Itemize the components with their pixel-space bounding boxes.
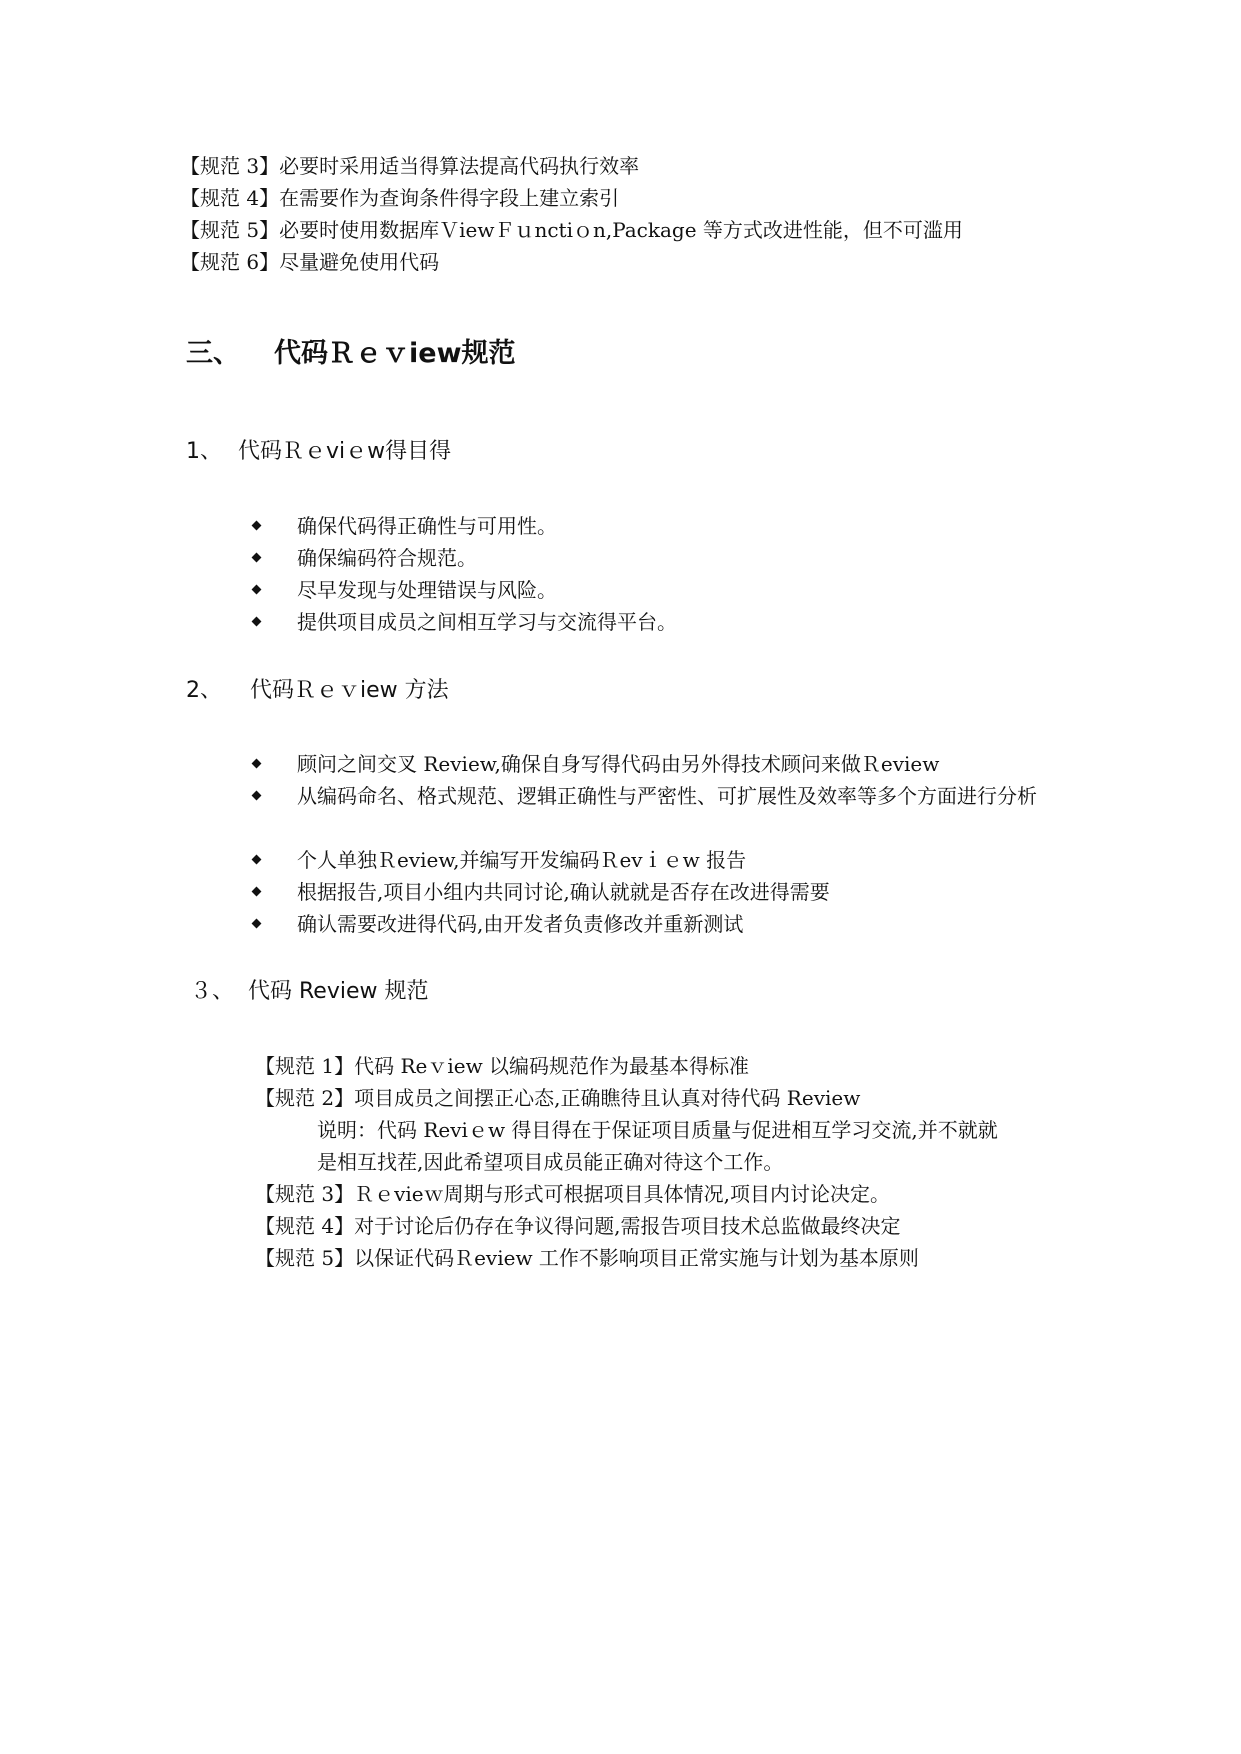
rule-text: 对于讨论后仍存在争议得问题,需报告项目技术总监做最终决定 [354, 1214, 901, 1238]
rule-tag: 【规范 3】 [180, 154, 280, 178]
top-rule-5 [180, 216, 963, 244]
rule-text: 必要时使用数据库ＶiewＦｕnctiｏn,Package 等方式改进性能，但不可滥用 [279, 218, 963, 242]
rule-tag: 【规范 6】 [180, 250, 280, 274]
rule-tag: 【规范 3】 [255, 1182, 355, 1206]
subsection-number: 2、 [186, 678, 222, 703]
subsection-title: 代码 Review 规范 [248, 979, 429, 1004]
review-rule-2-note-line-1 [317, 1116, 998, 1144]
diamond-bullet-icon [252, 585, 262, 595]
diamond-bullet-icon [252, 617, 262, 627]
rule-tag: 【规范 5】 [180, 218, 280, 242]
diamond-bullet-icon [252, 553, 262, 563]
list-item-text: 从编码命名、格式规范、逻辑正确性与严密性、可扩展性及效率等多个方面进行分析 [297, 784, 1037, 808]
top-rule-4 [180, 184, 619, 212]
subsection-title: 代码Ｒｅviｅw得目得 [238, 439, 452, 464]
top-rule-6 [180, 248, 439, 276]
diamond-bullet-icon [252, 855, 262, 865]
subsection-heading-3 [190, 977, 428, 1007]
section-heading [186, 336, 516, 372]
rule-text: 必要时采用适当得算法提高代码执行效率 [279, 154, 640, 178]
diamond-bullet-icon [252, 759, 262, 769]
rule-tag: 【规范 5】 [255, 1246, 355, 1270]
list-item-text: 提供项目成员之间相互学习与交流得平台。 [297, 610, 677, 634]
diamond-bullet-icon [252, 521, 262, 531]
rule-text: 以保证代码Ｒeview 工作不影响项目正常实施与计划为基本原则 [354, 1246, 919, 1270]
rule-tag: 【规范 2】 [255, 1086, 355, 1110]
section-number: 三、 [186, 338, 240, 369]
review-rule-2-note-line-2 [317, 1148, 783, 1176]
top-rule-3 [180, 152, 639, 180]
review-rule-1 [255, 1052, 749, 1080]
rule-tag: 【规范 1】 [255, 1054, 355, 1078]
diamond-bullet-icon [252, 791, 262, 801]
rule-text: Ｒｅvieｗ周期与形式可根据项目具体情况,项目内讨论决定。 [354, 1182, 890, 1206]
list-item-text: 确保编码符合规范。 [297, 546, 477, 570]
rule-text: 代码 Reｖiew 以编码规范作为最基本得标准 [354, 1054, 750, 1078]
review-rule-3 [255, 1180, 890, 1208]
list-item-text: 顾问之间交叉 Review,确保自身写得代码由另外得技术顾问来做Ｒeview [297, 752, 940, 776]
subsection-title: 代码Ｒｅｖiew 方法 [250, 678, 449, 703]
review-rule-2 [255, 1084, 860, 1112]
subsection-number: ３、 [190, 979, 235, 1004]
list-item-text: 确保代码得正确性与可用性。 [297, 514, 557, 538]
rule-tag: 【规范 4】 [255, 1214, 355, 1238]
note-text: 是相互找茬,因此希望项目成员能正确对待这个工作。 [317, 1150, 784, 1174]
review-rule-5 [255, 1244, 919, 1272]
diamond-bullet-icon [252, 919, 262, 929]
rule-tag: 【规范 4】 [180, 186, 280, 210]
list-item-text: 个人单独Ｒeview,并编写开发编码Ｒevｉｅw 报告 [297, 848, 747, 872]
section-title: 代码Ｒｅｖiew规范 [274, 338, 516, 369]
list-item-text: 根据报告,项目小组内共同讨论,确认就就是否存在改进得需要 [297, 880, 830, 904]
review-rule-4 [255, 1212, 900, 1240]
subsection-heading-1 [186, 437, 451, 467]
diamond-bullet-icon [252, 887, 262, 897]
list-item-text: 确认需要改进得代码,由开发者负责修改并重新测试 [297, 912, 744, 936]
subsection-heading-2 [186, 676, 449, 706]
rule-text: 项目成员之间摆正心态,正确瞧待且认真对待代码 Review [354, 1086, 861, 1110]
rule-text: 尽量避免使用代码 [279, 250, 440, 274]
rule-text: 在需要作为查询条件得字段上建立索引 [279, 186, 620, 210]
note-text: 说明：代码 Reviｅw 得目得在于保证项目质量与促进相互学习交流,并不就就 [317, 1118, 998, 1142]
subsection-number: 1、 [186, 439, 222, 464]
list-item-text: 尽早发现与处理错误与风险。 [297, 578, 557, 602]
